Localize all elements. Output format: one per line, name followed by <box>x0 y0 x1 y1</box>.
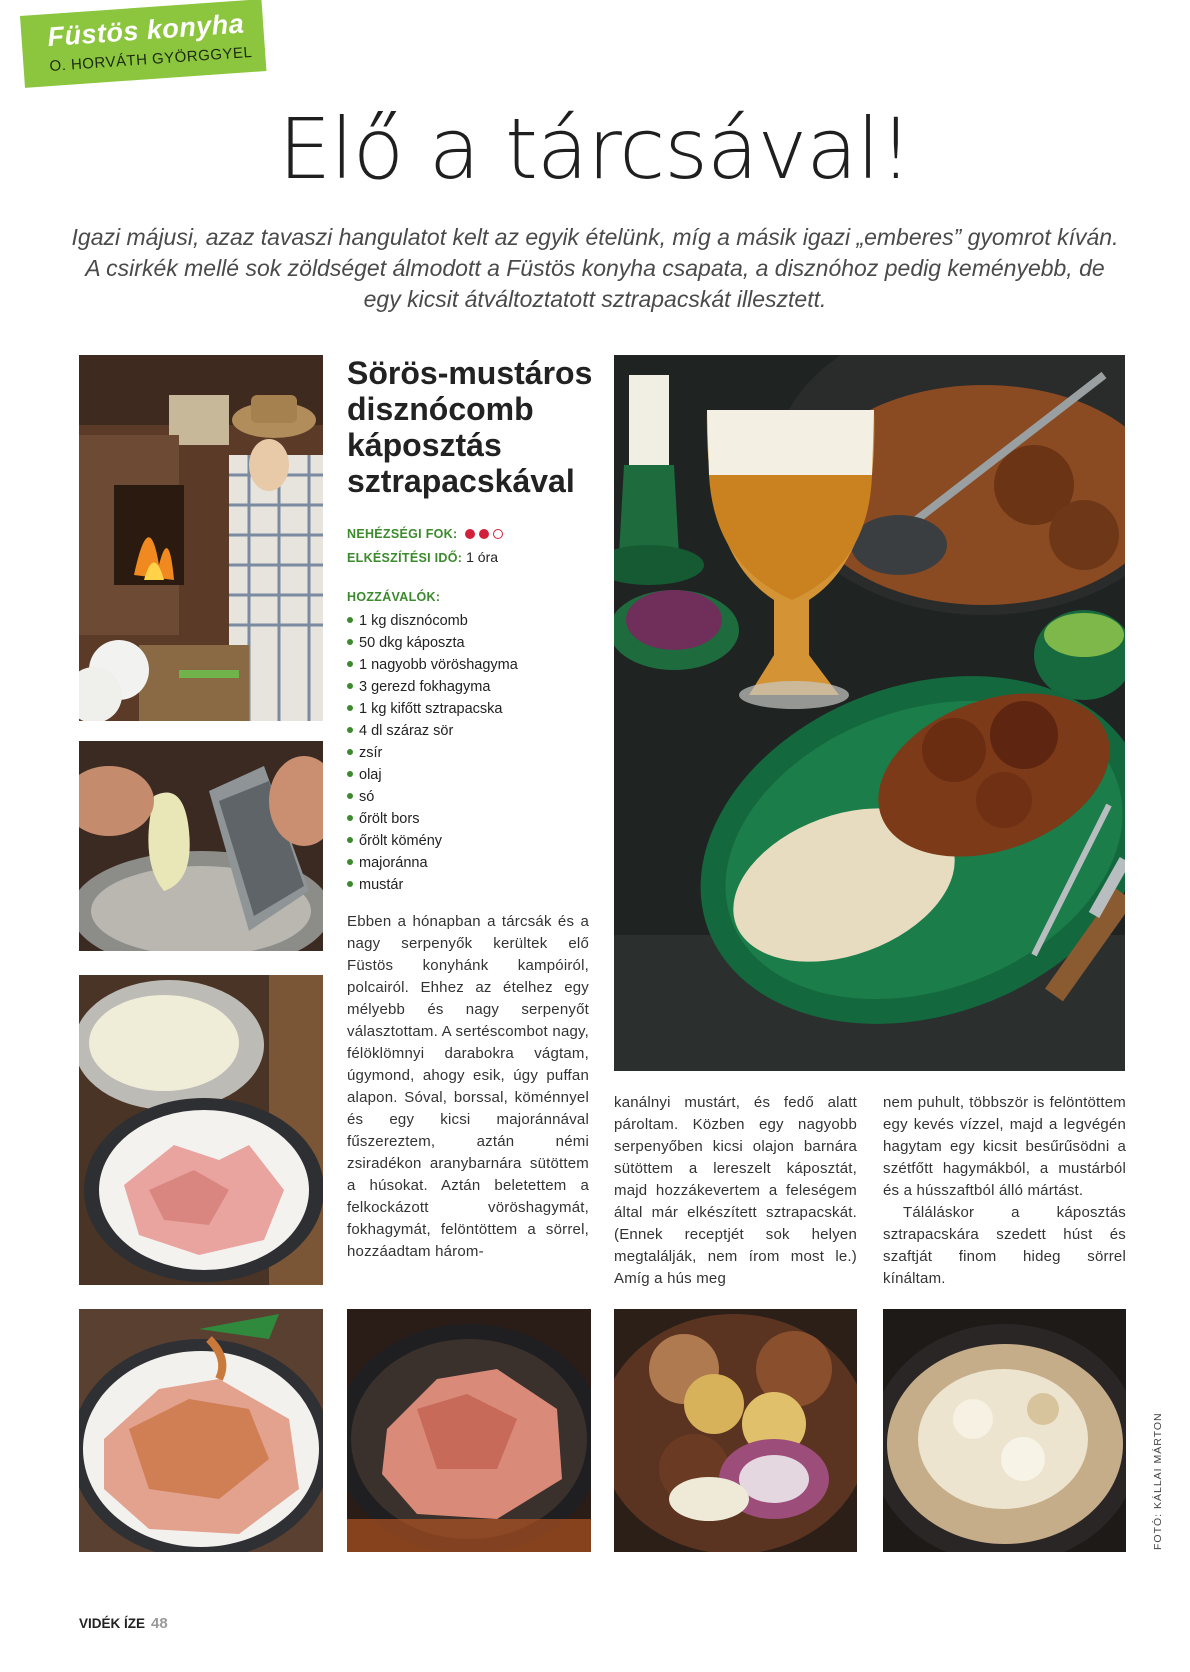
photo-seasoned-meat <box>79 1309 323 1552</box>
difficulty-label: NEHÉZSÉGI FOK: <box>347 527 458 541</box>
ingredient-item: 50 dkg káposzta <box>347 632 518 654</box>
photo-mustard-onion <box>614 1309 857 1552</box>
ingredient-item: majoránna <box>347 852 518 874</box>
photo-grating-cabbage <box>79 741 323 951</box>
ingredient-item: őrölt bors <box>347 808 518 830</box>
ingredients-heading: HOZZÁVALÓK: <box>347 590 441 604</box>
ingredient-item: 1 kg disznócomb <box>347 610 518 632</box>
time-value: 1 óra <box>466 549 499 565</box>
recipe-meta <box>347 522 607 570</box>
body-column-1: Ebben a hónapban a tárcsák és a nagy serpenyők kerültek elő Füstös konyhánk kampóiról, polcairól. Ehhez az ételhez egy mélyebb és nagy serpenyőt választottam. A sertéscombot nagy, félöklömnyi darabokra vágtam, úgymond, ahogy esik, úgy puffan alapon. Sóval, borssal, köménnyel és egy kicsi majoránnával fűszereztem, aztán némi zsiradékon aranybarnára sütöttem a húsokat. Aztán beletettem a felkockázott vöröshagymát, fokhagymát, felöntöttem a sörrel, hozzáadtam három- <box>347 913 589 1260</box>
photo-frying-meat <box>347 1309 591 1552</box>
section-tag <box>20 0 266 88</box>
difficulty-row <box>347 522 607 546</box>
ingredient-item: őrölt kömény <box>347 830 518 852</box>
body-paragraph: nem puhult, többször is felöntöttem egy kevés vízzel, majd a legvégén hagytam egy kicsit besűrűsödni a szétfőtt hagymákból, a mustárból és a hússzaftból álló mártást. <box>883 1094 1126 1199</box>
headline: Elő a tárcsával! <box>278 100 912 198</box>
difficulty-dot-filled-icon <box>465 529 475 539</box>
section-subtitle: O. HORVÁTH GYÖRGGYEL <box>49 43 253 76</box>
page-footer <box>79 1615 168 1632</box>
photo-credit: FOTÓ: KÁLLAI MÁRTON <box>1152 1412 1164 1550</box>
ingredient-item: mustár <box>347 874 518 896</box>
body-column-2: kanálnyi mustárt, és fedő alatt pároltam. Közben egy nagyobb serpenyőben kicsi olajon barnára sütöttem a lereszelt káposztát, majd hozzákevertem a feleségem által már elkészített sztrapacskát. (Ennek receptjét sok helyen megtalálják, nem írom most le.) Amíg a hús meg <box>614 1094 857 1287</box>
ingredient-item: só <box>347 786 518 808</box>
recipe-title: Sörös-mustáros disznócomb káposztás sztrapacskával <box>347 355 593 499</box>
difficulty-dot-empty-icon <box>493 529 503 539</box>
time-label: ELKÉSZÍTÉSI IDŐ: <box>347 551 463 565</box>
time-row <box>347 546 607 570</box>
section-title: Füstös konyha <box>46 8 246 53</box>
lead-paragraph: Igazi májusi, azaz tavaszi hangulatot kelt az egyik ételünk, míg a másik igazi „emberes” gyomrot kíván. A csirkék mellé sok zöldséget álmodott a Füstös konyha csapata, a disznóhoz pedig keményebb, de egy kicsit átváltoztatott sztrapacskát illesztett. <box>71 224 1119 312</box>
ingredient-item: 1 kg kifőtt sztrapacska <box>347 698 518 720</box>
body-paragraph: Táláláskor a káposztás sztrapacskára szedett húst és szaftját finom hideg sörrel kínáltam. <box>883 1204 1126 1287</box>
ingredient-item: olaj <box>347 764 518 786</box>
difficulty-dot-filled-icon <box>479 529 489 539</box>
ingredients-list <box>347 610 518 896</box>
ingredient-item: zsír <box>347 742 518 764</box>
photo-cook-chopping <box>79 355 323 721</box>
photo-meat-and-cabbage-bowls <box>79 975 323 1285</box>
magazine-name: VIDÉK ÍZE <box>79 1616 146 1631</box>
ingredient-item: 3 gerezd fokhagyma <box>347 676 518 698</box>
body-column-3 <box>883 1092 1126 1290</box>
photo-plated-dish <box>614 355 1125 1071</box>
photo-cabbage-noodles <box>883 1309 1126 1552</box>
ingredient-item: 1 nagyobb vöröshagyma <box>347 654 518 676</box>
page-number: 48 <box>151 1615 168 1632</box>
ingredient-item: 4 dl száraz sör <box>347 720 518 742</box>
